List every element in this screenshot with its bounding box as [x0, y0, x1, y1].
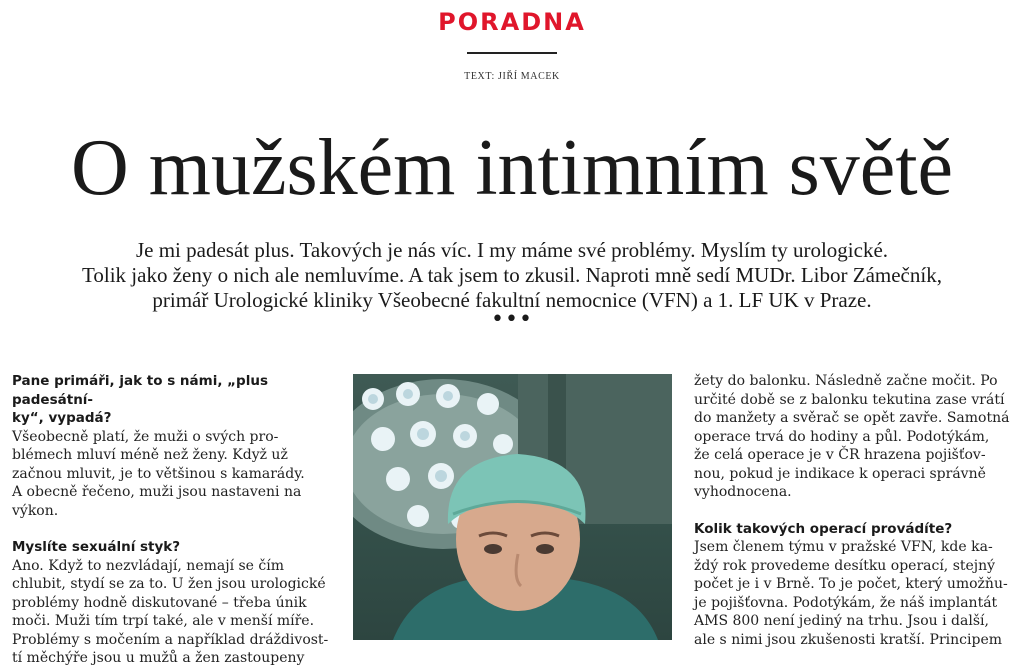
byline: TEXT: JIŘÍ MACEK: [464, 71, 560, 82]
answer-line: blémech mluví méně než ženy. Když už: [12, 447, 288, 463]
answer-line: chlubit, stydí se za to. U žen jsou urologické: [12, 576, 326, 592]
section-rule: [467, 52, 557, 54]
answer-line: Ano. Když to nezvládají, nemají se čím: [12, 557, 285, 574]
headline: O mužském intimním světě: [70, 124, 954, 212]
answer-line: nou, pokud je indikace k operaci správně: [694, 465, 986, 482]
answer-line: že celá operace je v ČR hrazena pojišťov-: [694, 447, 986, 463]
right-column: [694, 372, 1014, 649]
answer-line: ždý rok provedeme desítku operací, stejný: [694, 557, 996, 574]
answer-line: AMS 800 není jediný na trhu. Jsou i další,: [694, 613, 989, 629]
surgeon-portrait-image: [353, 374, 672, 640]
answer-line: je pojišťovna. Podotýkám, že náš implantát: [694, 594, 998, 611]
lead-paragraph: [40, 238, 984, 313]
question: Myslíte sexuální styk?: [12, 539, 181, 555]
question: Pane primáři, jak to s námi, „plus padesátní-: [12, 373, 268, 408]
question: Kolik takových operací provádíte?: [694, 520, 953, 537]
answer-line: žety do balonku. Následně začne močit. Po: [694, 373, 998, 389]
answer-line: vyhodnocena.: [694, 484, 792, 500]
answer-line: určité době se z balonku tekutina zase vrátí: [694, 391, 1005, 408]
answer-line: výkon.: [12, 502, 59, 519]
answer-line: Všeobecně platí, že muži o svých pro-: [12, 428, 279, 445]
answer-line: operace trvá do hodiny a půl. Podotýkám,: [694, 428, 990, 445]
answer-line: Jsem členem týmu v pražské VFN, kde ka-: [694, 539, 993, 555]
separator-dots: •••: [491, 307, 533, 332]
answer-line: Problémy s močením a například dráždivost-: [12, 631, 329, 648]
question: ky“, vypadá?: [12, 410, 112, 426]
answer-line: moči. Muži tím trpí také, ale v menší míře.: [12, 613, 315, 629]
answer-line: A obecně řečeno, muži jsou nastaveni na: [12, 484, 302, 500]
answer-line: ale s nimi jsou zkušenosti kratší. Principem: [694, 631, 1002, 648]
lead-line: Tolik jako ženy o nich ale nemluvíme. A tak jsem to zkusil. Naproti mně sedí MUDr. Libor Zámečník,: [82, 263, 942, 287]
answer-line: tí měchýře jsou u mužů a žen zastoupeny: [12, 650, 305, 666]
answer-line: začnou mluvit, je to většinou s kamarády.: [12, 465, 305, 482]
answer-line: do manžety a svěrač se opět zavře. Samotná: [694, 410, 1010, 426]
lead-line: Je mi padesát plus. Takových je nás víc. I my máme své problémy. Myslím ty urologické.: [135, 238, 889, 262]
answer-line: problémy hodně diskutované – třeba únik: [12, 594, 307, 611]
section-label: PORADNA: [438, 8, 586, 36]
answer-line: počet je i v Brně. To je počet, který umožňu-: [694, 576, 1008, 592]
lead-line: primář Urologické kliniky Všeobecné fakultní nemocnice (VFN) a 1. LF UK v Praze.: [152, 288, 872, 312]
left-column: [12, 372, 330, 668]
surgeon-photo: [353, 374, 672, 640]
